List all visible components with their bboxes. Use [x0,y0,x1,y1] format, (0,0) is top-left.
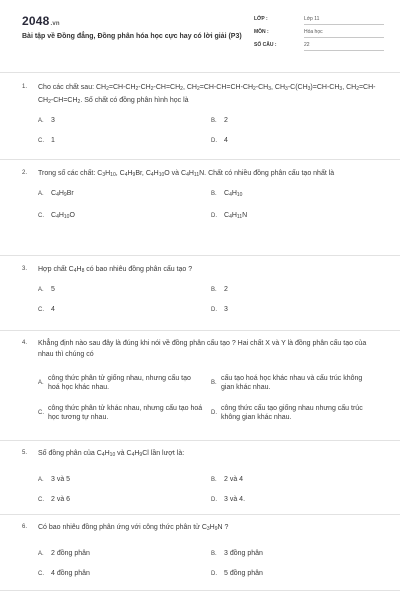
option-letter: A. [38,380,44,386]
option-a[interactable] [38,189,74,200]
option-d[interactable] [211,211,247,222]
question-text: Trong số các chất: $C_3H_{10}$, $C_4H_9Br$, $C_4H_{10}O$ và $C_4H_{11}N$. Chất có nhiều đồng phân cấu tạo nhất là [38,170,335,178]
option-text: 2 đồng phân [51,550,90,557]
option-d[interactable] [211,305,228,315]
option-text: 1 [51,137,55,144]
question-text: Khẳng định nào sau đây là đúng khi nói về đồng phân cấu tạo ? Hai chất X và Y là đồng phân cấu tạo của nhau thì chúng có [38,340,367,358]
meta-class-value: Lớp 11 [304,16,384,25]
question-1-stem [22,82,382,108]
meta-class-label: LỚP : [254,16,268,22]
divider [0,440,400,441]
option-text: 3 và 5 [51,476,71,483]
option-c[interactable] [38,305,55,315]
option-text: 5 [51,286,55,293]
option-text: công thức phân tử giống nhau, nhưng cấu tạo hoá học khác nhau. [48,375,191,391]
question-1-options [38,116,382,146]
question-number: 5. [22,450,28,456]
question-5-options [38,475,382,505]
question-1 [22,82,382,146]
question-text: Cho các chất sau: $CH_2=CH-CH_2-CH_2-CH=CH_2$, $CH_2=CH-CH=CH-CH_2-CH_3$, $CH_3-C(CH_3)=CH-CH_3$, $CH_2=CH-CH_2-CH=CH_2$. Số chất có đồng phân hình học là [38,84,376,105]
divider [0,330,400,331]
question-5 [22,448,382,505]
divider [0,255,400,256]
option-text: $C_4H_{10}O$ [51,212,75,220]
option-d[interactable] [211,405,363,421]
site-logo[interactable]: 2048.vn [22,14,60,28]
option-letter: C. [38,307,44,313]
meta-count-row [254,40,384,52]
option-letter: D. [211,213,217,219]
meta-subject-label: MÔN : [254,29,269,35]
option-d[interactable] [211,569,263,579]
option-b[interactable] [211,475,243,485]
meta-subject-row [254,27,384,39]
option-letter: B. [211,380,217,386]
question-3-stem [22,264,382,277]
option-text: 4 đồng phân [51,570,90,577]
option-text: $C_4H_{10}$ [224,190,243,198]
option-b[interactable] [211,285,228,295]
option-d[interactable] [211,495,245,505]
option-letter: B. [211,118,217,124]
question-4-options [38,374,382,434]
option-text: 3 đồng phân [224,550,263,557]
meta-subject-value: Hóa học [304,29,384,38]
question-text: Có bao nhiêu đồng phân ứng với công thức phân tử $C_3H_9N$ ? [38,524,229,532]
option-letter: C. [38,497,44,503]
option-text: 4 [51,306,55,313]
option-text: 3 [51,117,55,124]
option-letter: D. [211,307,217,313]
meta-count-label: SỐ CÂU : [254,42,277,48]
option-text: 4 [224,137,228,144]
question-2-stem [22,168,382,181]
divider [0,514,400,515]
option-b[interactable] [211,116,228,126]
divider [0,159,400,160]
option-letter: B. [211,551,217,557]
option-text: 5 đồng phân [224,570,263,577]
option-text: $C_4H_9Br$ [51,190,74,198]
worksheet-title: Bài tập về Đồng đẳng, Đồng phân hóa học cực hay có lời giải (P3) [22,33,242,40]
option-text: 3 và 4. [224,496,246,503]
question-text: Hợp chất $C_4H_8$ có bao nhiêu đồng phân cấu tạo ? [38,266,193,274]
worksheet-header [22,14,384,60]
option-letter: A. [38,287,44,293]
option-c[interactable] [38,569,90,579]
question-number: 1. [22,84,28,90]
option-text: công thức phân tử khác nhau, nhưng cấu tạo hoá học tương tự nhau. [48,405,203,421]
option-b[interactable] [211,189,242,200]
option-letter: A. [38,477,44,483]
option-letter: D. [211,410,217,416]
question-2 [22,168,382,219]
option-text: công thức cấu tạo giống nhau nhưng cấu trúc không gian khác nhau. [221,405,363,421]
option-b[interactable] [211,375,363,391]
option-letter: B. [211,191,217,197]
option-d[interactable] [211,136,228,146]
option-c[interactable] [38,495,70,505]
question-number: 6. [22,524,28,530]
option-c[interactable] [38,211,75,222]
option-text: 2 và 6 [51,496,71,503]
option-b[interactable] [211,549,263,559]
option-letter: A. [38,191,44,197]
question-3 [22,264,382,315]
option-a[interactable] [38,285,55,295]
question-6-stem [22,522,382,535]
option-a[interactable] [38,375,191,391]
divider [0,72,400,73]
option-letter: C. [38,571,44,577]
question-4-stem [22,338,382,360]
option-letter: B. [211,287,217,293]
option-letter: A. [38,551,44,557]
option-letter: C. [38,410,44,416]
option-text: 3 [224,306,228,313]
option-c[interactable] [38,405,203,421]
option-text: 2 [224,117,228,124]
option-a[interactable] [38,475,70,485]
question-number: 4. [22,340,28,346]
option-letter: D. [211,497,217,503]
question-5-stem [22,448,382,461]
option-a[interactable] [38,116,55,126]
option-letter: D. [211,571,217,577]
meta-class-row [254,14,384,26]
question-4 [22,338,382,434]
question-number: 2. [22,170,28,176]
option-c[interactable] [38,136,55,146]
question-2-options [38,189,382,219]
option-text: 2 và 4 [224,476,244,483]
option-letter: C. [38,138,44,144]
divider [0,590,400,591]
meta-count-value: 22 [304,42,384,51]
option-letter: A. [38,118,44,124]
option-text: cấu tạo hoá học khác nhau và cấu trúc không gian khác nhau. [221,375,363,391]
question-6 [22,522,382,579]
option-text: $C_4H_{11}N$ [224,212,248,220]
question-number: 3. [22,266,28,272]
option-letter: B. [211,477,217,483]
option-text: 2 [224,286,228,293]
question-3-options [38,285,382,315]
question-text: Số đồng phân của $C_4H_{10}$ và $C_4H_9Cl$ lần lượt là: [38,450,185,458]
option-letter: D. [211,138,217,144]
option-a[interactable] [38,549,90,559]
option-letter: C. [38,213,44,219]
question-6-options [38,549,382,579]
worksheet-meta [254,14,384,53]
